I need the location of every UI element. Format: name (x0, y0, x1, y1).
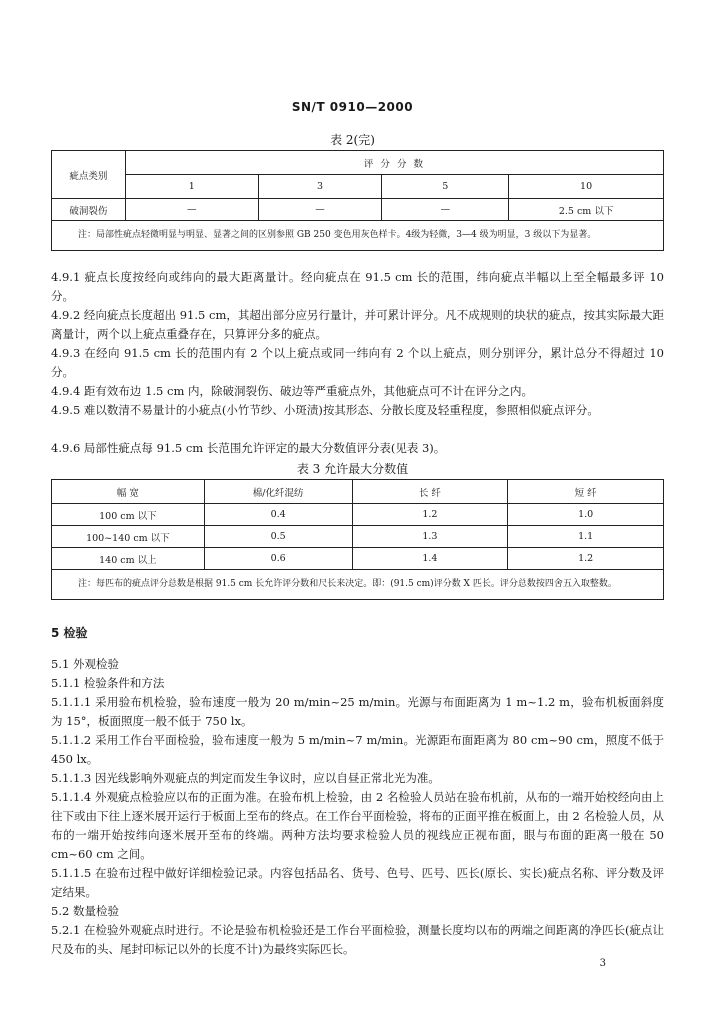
table-row (52, 548, 664, 570)
paragraph-5-1-1-5: 5.1.1.5 在验布过程中做好详细检验记录。内容包括品名、货号、色号、匹号、匹长(原长、实长)疵点名称、评分数及评定结果。 (51, 866, 664, 899)
table2-score-col: 1 (125, 175, 258, 199)
table3-note: 注：每匹布的疵点评分总数是根据 91.5 cm 长允许评分数和尺长来决定。即：(91.5 cm)评分数 X 匹长。评分总数按四舍五入取整数。 (52, 570, 664, 600)
table2-cell: — (258, 199, 382, 221)
table3-cell: 0.5 (204, 526, 352, 548)
standard-number: SN/T 0910—2000 (291, 100, 414, 114)
heading-5-2: 5.2 数量检验 (51, 904, 119, 918)
table2-caption: 表 2(完) (330, 133, 375, 147)
table3-cell: 1.2 (352, 504, 508, 526)
table3-cell: 0.6 (204, 548, 352, 570)
table2 (51, 150, 664, 251)
paragraph-4-9-6: 4.9.6 局部性疵点每 91.5 cm 长范围允许评定的最大分数值评分表(见表 3)。 (51, 441, 446, 455)
table2-cell: — (125, 199, 258, 221)
table-row (52, 199, 664, 221)
table3-header: 棉/化纤混纺 (204, 480, 352, 504)
paragraph-4-9-2: 4.9.2 经向疵点长度超出 91.5 cm，其超出部分应另行量计，并可累计评分。凡不成规则的块状的疵点，按其实际最大距离量计，两个以上疵点重叠存在，只算评分多的疵点。 (51, 308, 664, 341)
table3-cell: 0.4 (204, 504, 352, 526)
table2-score-col: 3 (258, 175, 382, 199)
table3-cell: 1.3 (352, 526, 508, 548)
table2-score-col: 10 (509, 175, 664, 199)
table3-cell: 100 cm 以下 (52, 504, 205, 526)
table3-cell: 1.1 (508, 526, 664, 548)
table2-defect-name: 破洞裂伤 (52, 199, 126, 221)
table2-score-col: 5 (382, 175, 509, 199)
paragraph-5-2-1: 5.2.1 在检验外观疵点时进行。不论是验布机检验还是工作台平面检验，测量长度均以布的两端之间距离的净匹长(疵点让尺及布的头、尾封印标记以外的长度不计)为最终实际匹长。 (51, 923, 664, 956)
paragraph-4-9-3: 4.9.3 在经向 91.5 cm 长的范围内有 2 个以上疵点或同一纬向有 2 个以上疵点，则分别评分，累计总分不得超过 10 分。 (51, 346, 664, 379)
heading-5-1-1: 5.1.1 检验条件和方法 (51, 676, 165, 690)
paragraph-5-1-1-4: 5.1.1.4 外观疵点检验应以布的正面为准。在验布机上检验，由 2 名检验人员站在验布机前，从布的一端开始校经向由上往下或由下往上逐米展开运行于板面上至布的终点。在工作台平面检验，将布的正面平推在板面上，由 2 名检验人员，从布的一端开始按纬向逐米展开至布的终端。两种方法均要求检验人员的视线应正视布面，眼与布面的距离一般在 50 cm~60 cm 之间。 (51, 790, 664, 861)
table3-header: 幅 宽 (52, 480, 205, 504)
table3-cell: 1.4 (352, 548, 508, 570)
page-number: 3 (599, 958, 606, 969)
table2-cell: — (382, 199, 509, 221)
table2-defect-header: 疵点类别 (52, 151, 126, 199)
table3-cell: 140 cm 以上 (52, 548, 205, 570)
table3-cell: 1.0 (508, 504, 664, 526)
heading-5-1: 5.1 外观检验 (51, 657, 119, 671)
paragraph-5-1-1-3: 5.1.1.3 因光线影响外观疵点的判定而发生争议时，应以自昼正常北光为准。 (51, 771, 440, 785)
table3 (51, 479, 664, 600)
paragraph-4-9-4: 4.9.4 距有效布边 1.5 cm 内，除破洞裂伤、破边等严重疵点外，其他疵点可不计在评分之内。 (51, 384, 534, 398)
table3-header: 短 纤 (508, 480, 664, 504)
table-row (52, 526, 664, 548)
table3-header: 长 纤 (352, 480, 508, 504)
paragraph-4-9-5: 4.9.5 难以数清不易量计的小疵点(小竹节纱、小斑渍)按其形态、分散长度及轻重程度，参照相似疵点评分。 (51, 403, 599, 417)
table2-note: 注：局部性疵点轻微明显与明显、显著之间的区别参照 GB 250 变色用灰色样卡。4级为轻微，3—4 级为明显，3 级以下为显著。 (52, 221, 664, 251)
paragraph-4-9-1: 4.9.1 疵点长度按经向或纬向的最大距离量计。经向疵点在 91.5 cm 长的范围，纬向疵点半幅以上至全幅最多评 10 分。 (51, 270, 664, 303)
paragraph-5-1-1-2: 5.1.1.2 采用工作台平面检验，验布速度一般为 5 m/min~7 m/min。光源距布面距离为 80 cm~90 cm，照度不低于 450 lx。 (51, 733, 664, 766)
table3-caption: 表 3 允许最大分数值 (296, 462, 409, 476)
table2-score-header: 评 分 分 数 (125, 151, 663, 175)
section-5-title: 5 检验 (51, 626, 88, 640)
table3-cell: 100~140 cm 以下 (52, 526, 205, 548)
paragraph-5-1-1-1: 5.1.1.1 采用验布机检验，验布速度一般为 20 m/min~25 m/min。光源与布面距离为 1 m~1.2 m，验布机板面斜度为 15°，板面照度一般不低于 750 lx。 (51, 695, 664, 728)
table-row (52, 504, 664, 526)
table3-cell: 1.2 (508, 548, 664, 570)
table2-cell: 2.5 cm 以下 (509, 199, 664, 221)
